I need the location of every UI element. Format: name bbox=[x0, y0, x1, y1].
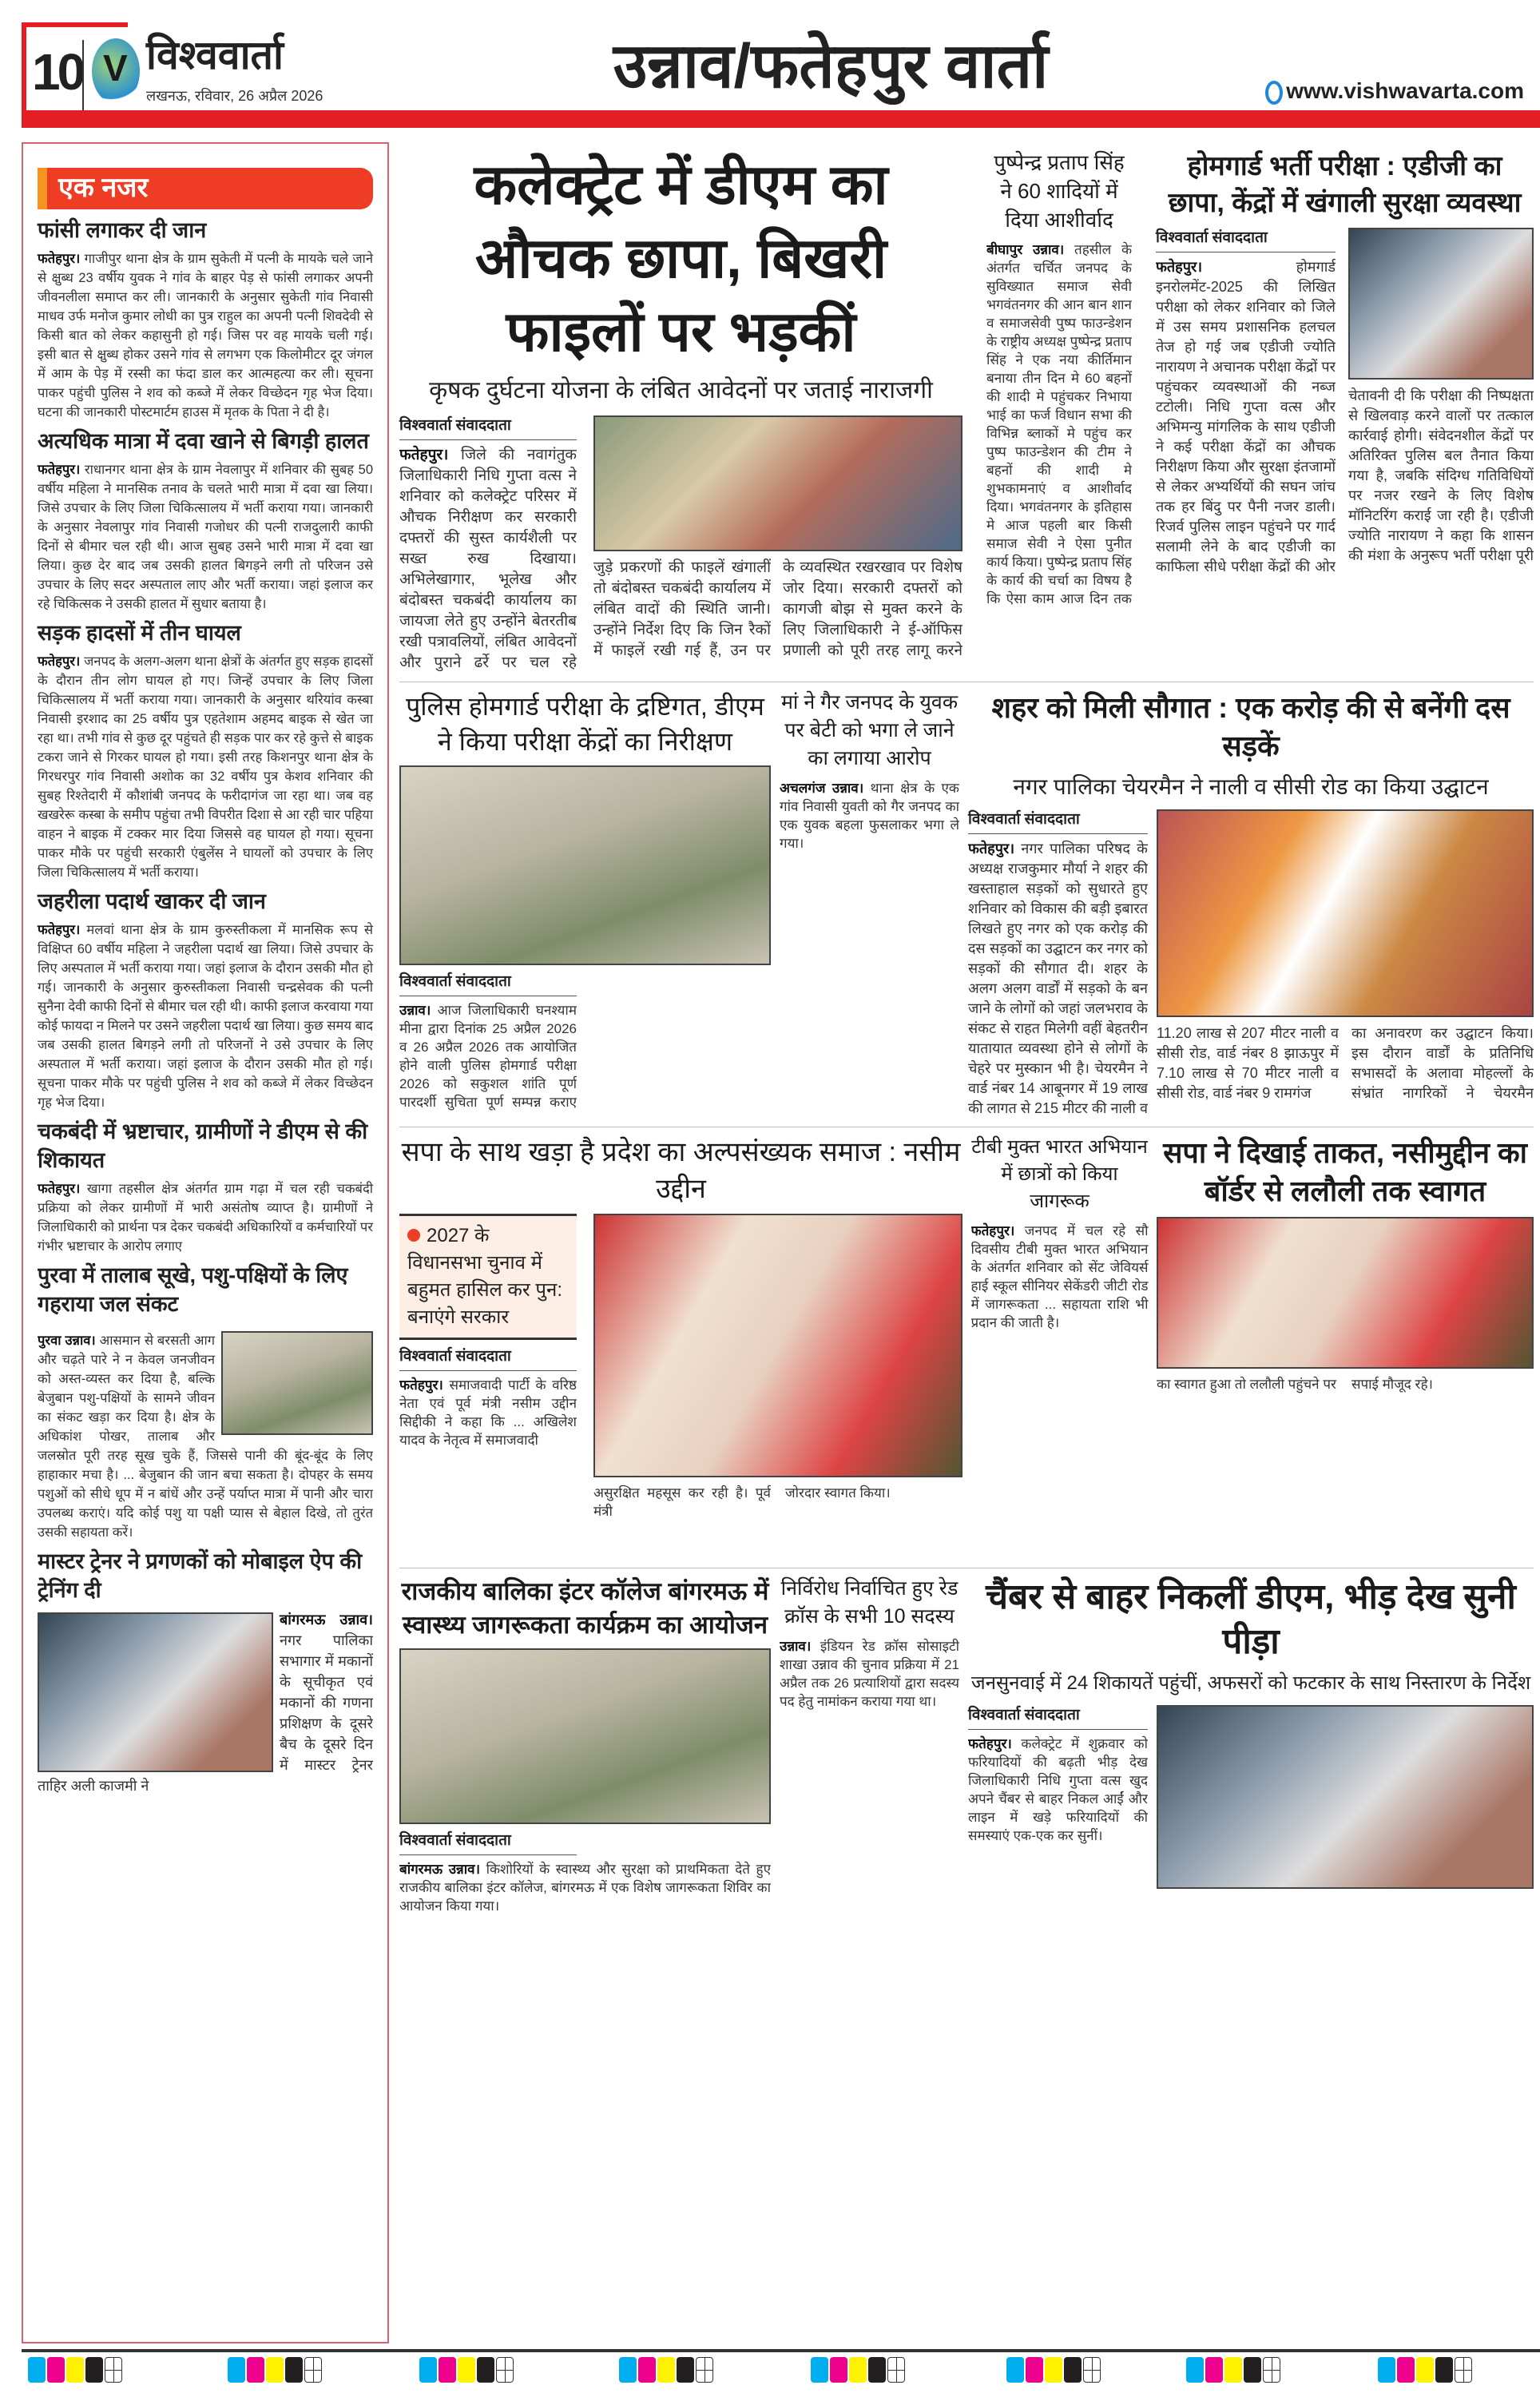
color-swatch bbox=[1064, 2357, 1082, 2383]
crosshair-icon bbox=[1455, 2357, 1472, 2383]
crosshair-icon bbox=[105, 2357, 122, 2383]
main-subheadline: कृषक दुर्घटना योजना के लंबित आवेदनों पर जताई नाराजगी bbox=[429, 377, 933, 403]
color-swatch bbox=[868, 2357, 886, 2383]
ek-najar-label: एक नजर bbox=[38, 168, 373, 209]
color-swatch bbox=[1397, 2357, 1415, 2383]
color-swatch bbox=[619, 2357, 637, 2383]
sp-felicitation-photo bbox=[593, 1214, 963, 1477]
highlight-box: 2027 के विधानसभा चुनाव में बहुमत हासिल कर पुन: बनाएंगे सरकार bbox=[399, 1214, 577, 1340]
color-swatch bbox=[1006, 2357, 1024, 2383]
registration-mark bbox=[811, 2357, 905, 2383]
byline: विश्ववार्ता संवाददाता bbox=[1156, 228, 1336, 252]
section-title: उन्नाव/फतेहपुर वार्ता bbox=[613, 30, 1049, 101]
mother-story bbox=[780, 689, 959, 1099]
color-swatch bbox=[266, 2357, 284, 2383]
color-swatch bbox=[1224, 2357, 1242, 2383]
news-row bbox=[399, 148, 1534, 682]
road-col1 bbox=[968, 809, 1148, 1119]
sp-minority-headline: सपा के साथ खड़ा है प्रदेश का अल्पसंख्यक समाज : नसीम उद्दीन bbox=[401, 1137, 961, 1205]
brief-body: फतेहपुर। राधानगर थाना क्षेत्र के ग्राम नेवलापुर में शनिवार की सुबह 50 वर्षीय महिला ने मानसिक तनाव के चलते भारी मात्रा में दवा खा लिया। जिसे उपचार के लिए जिला चिकित्सालय में भर्ती कराया गया। जानकारी के अनुसार नेवलापुर गांव निवासी गजोधर की पत्नी राजदुलारी काफी दिनों से बीमार चल रही थी। आज सुबह उसने भारी मात्रा में दवा खा लिया। कुछ देर बाद जब उसकी हालत बिगड़ने लगी तो परिजन उसे उपचार के लिए सदर अस्पताल लाए और भर्ती कराया। जहां इलाज कर रहे चिकित्सक ने उसकी हालत में सुधार बताया है। bbox=[38, 463, 373, 611]
registration-mark bbox=[28, 2357, 122, 2383]
registration-mark bbox=[1186, 2357, 1280, 2383]
story-body: फतेहपुर। जनपद में चल रहे सौ दिवसीय टीबी मुक्त भारत अभियान के अंतर्गत शनिवार को सेंट जेवियर्स हाई स्कूल सीनियर सेकेंडरी जीटी रोड में जागरूकता ... सहायता राशि भी प्रदान की जाती है। bbox=[970, 1223, 1149, 1331]
news-row bbox=[399, 682, 1534, 1128]
main-story bbox=[399, 148, 963, 674]
dateline: लखनऊ, रविवार, 26 अप्रैल 2026 bbox=[146, 88, 323, 104]
color-swatch bbox=[830, 2357, 847, 2383]
story-body: फतेहपुर। होमगार्ड इनरोलमेंट-2025 की लिखित परीक्षा को लेकर शनिवार को जिले में उस समय प्रशासनिक हलचल तेज हो गई जब एडीजी ज्योति नारायण ने अचानक परीक्षा केंद्रों पर पहुंचकर व्यवस्थाओं की नब्ज टटोली। निधि गुप्ता वत्स और अभिमन्यु मांगलिक के साथ एडीजी ने कई परीक्षा केंद्रों का औचक निरीक्षण किया और सुरक्षा इंतजामों से लेकर अभ्यर्थियों की सघन जांच तक हर बिंदु पर पैनी नजर डाली। रिजर्व पुलिस लाइन पहुंचने पर गार्द सलामी लेने के बाद एडीजी का काफिला सीधे परीक्षा केंद्रों की ओर bbox=[1156, 259, 1336, 574]
road-inauguration-photo bbox=[1157, 809, 1534, 1017]
story-body: का अनावरण कर उद्घाटन किया। इस दौरान वार्डों के प्रतिनिधि सभासदों के अलावा मोहल्लों के संभ्रांत नागरिकों ने चेयरमैन bbox=[1351, 1025, 1534, 1102]
police-headline: पुलिस होमगार्ड परीक्षा के द्रष्टिगत, डीएम ने किया परीक्षा केंद्रों का निरीक्षण bbox=[406, 691, 764, 756]
brief-headline: मास्टर ट्रेनर ने प्रगणकों को मोबाइल ऐप की ट्रेनिंग दी bbox=[38, 1549, 363, 1602]
newspaper-name: विश्ववार्ता bbox=[146, 33, 284, 78]
brief-headline: पुरवा में तालाब सूखे, पशु-पक्षियों के लिए गहराया जल संकट bbox=[38, 1263, 348, 1316]
sp-welcome-headline: सपा ने दिखाई ताकत, नसीमुद्दीन का बॉर्डर से ललौली तक स्वागत bbox=[1163, 1136, 1527, 1208]
registration-mark bbox=[1378, 2357, 1472, 2383]
brief-story bbox=[38, 216, 373, 422]
color-swatch bbox=[1244, 2357, 1261, 2383]
story-body: फतेहपुर। समाजवादी पार्टी के वरिष्ठ नेता एवं पूर्व मंत्री नसीम उद्दीन सिद्दीकी ने कहा कि ... अखिलेश यादव के नेतृत्व में समाजवादी bbox=[399, 1377, 577, 1449]
sp-minority-story bbox=[399, 1134, 963, 1560]
story-body: फतेहपुर। कलेक्ट्रेट में शुक्रवार को फरियादियों की बढ़ती भीड़ देख जिलाधिकारी निधि गुप्ता वत्स खुद अपने चैंबर से बाहर निकल आईं और लाइन में खड़े फरियादियों की समस्याएं एक-एक कर सुनीं। bbox=[968, 1735, 1148, 1843]
homeguard-story bbox=[1156, 148, 1534, 577]
welcome-rally-photo bbox=[1157, 1217, 1534, 1369]
story-body: असुरक्षित महसूस कर रही है। पूर्व मंत्री bbox=[593, 1485, 771, 1520]
registration-mark bbox=[228, 2357, 322, 2383]
chamber-subheadline: जनसुनवाई में 24 शिकायतें पहुंचीं, अफसरों को फटकार के साथ निस्तारण के निर्देश bbox=[970, 1672, 1531, 1695]
story-body: चेतावनी दी कि परीक्षा की निष्पक्षता से खिलवाड़ करने वालों पर तत्काल कार्रवाई होगी। संवेदनशील केंद्रों पर अतिरिक्त पुलिस बल तैनात किया गया है, जबकि संदिग्ध गतिविधियों पर नजर रखने के लिए विशेष मॉनिटरिंग कराई जा रही है। एडीजी ज्योति नारायण ने कहा कि शासन की मंशा के अनुरूप भर्ती परीक्षा पूरी bbox=[1348, 388, 1534, 563]
bullet-icon bbox=[407, 1229, 420, 1242]
byline: विश्ववार्ता संवाददाता bbox=[399, 1831, 577, 1855]
dry-pond-photo bbox=[221, 1331, 373, 1435]
crosshair-icon bbox=[496, 2357, 514, 2383]
color-swatch bbox=[228, 2357, 245, 2383]
story-headline: निर्विरोध निर्वाचित हुए रेड क्रॉस के सभी 10 सदस्य bbox=[780, 1577, 959, 1628]
byline: विश्ववार्ता संवाददाता bbox=[399, 415, 577, 440]
color-swatch bbox=[1045, 2357, 1062, 2383]
color-swatch bbox=[677, 2357, 694, 2383]
masthead-red-bar bbox=[22, 110, 1540, 128]
brief-headline: चकबंदी में भ्रष्टाचार, ग्रामीणों ने डीएम से की शिकायत bbox=[38, 1119, 368, 1172]
road-headline: शहर को मिली सौगात : एक करोड़ की से बनेंगी दस सड़कें bbox=[991, 690, 1510, 762]
brief-body: बांगरमऊ उन्नाव। नगर पालिका सभागार में मकानों के सूचीकृत एवं मकानों की गणना प्रशिक्षण के दूसरे बैच के दूसरे दिन में मास्टर ट्रेनर ताहिर अली काजमी ने bbox=[38, 1612, 373, 1794]
footer-rule bbox=[22, 2349, 1540, 2352]
color-swatch bbox=[1026, 2357, 1043, 2383]
story-body: उन्नाव। इंडियन रेड क्रॉस सोसाइटी शाखा उन्नाव की चुनाव प्रक्रिया में 21 अप्रैल तक 26 प्रत्याशियों द्वारा सदस्य पद हेतु नामांकन कराया गया था। bbox=[780, 1639, 959, 1710]
gic-story bbox=[399, 1575, 771, 1952]
color-swatch bbox=[85, 2357, 103, 2383]
training-photo bbox=[38, 1612, 273, 1772]
news-row bbox=[399, 1127, 1534, 1568]
brief-story bbox=[38, 427, 373, 614]
globe-logo-icon: V bbox=[92, 38, 140, 104]
color-swatch bbox=[458, 2357, 475, 2383]
story-headline: मां ने गैर जनपद के युवक पर बेटी को भगा ले जाने का लगाया आरोप bbox=[780, 690, 959, 769]
color-swatch bbox=[1416, 2357, 1434, 2383]
homeguard-headline: होमगार्ड भर्ती परीक्षा : एडीजी का छापा, केंद्रों में खंगाली सुरक्षा व्यवस्था bbox=[1168, 151, 1522, 218]
story-body: 11.20 लाख से 207 मीटर नाली व सीसी रोड, वार्ड नंबर 8 झाऊपुर में 7.10 लाख से 70 मीटर नाली व सीसी रोड, वार्ड नंबर 9 रामगंज bbox=[1157, 1025, 1339, 1102]
divider bbox=[82, 40, 84, 110]
brief-body: फतेहपुर। मलवां थाना क्षेत्र के ग्राम कुरुस्तीकला में मानसिक रूप से विक्षिप्त 60 वर्षीय महिला ने जहरीला पदार्थ खा लिया। जिसे उपचार के लिए अस्पताल में भर्ती कराया गया। जहां इलाज के दौरान उसकी मौत हो गई। जानकारी के अनुसार कुरुस्तीकला निवासी चन्द्रसेवक की पत्नी सुनैना देवी काफी दिनों से बीमार चल रही थी। काफी इलाज करवाया गया कोई फायदा न मिलने पर उसने जहरीला पदार्थ खा लिया। कुछ समय बाद जब उसकी हालत बिगड़ने लगी तो परिजनों ने उसे उपचार के लिए अस्पताल में भर्ती कराया। जहां इलाज के दौरान उसकी मौत हो गई। सूचना पाकर मौके पर पहुंची पुलिस ने शव को कब्जे में लेकर विच्छेदन गृह भेज दिया। bbox=[38, 923, 373, 1110]
crosshair-icon bbox=[304, 2357, 322, 2383]
color-swatch bbox=[1378, 2357, 1395, 2383]
brief-story bbox=[38, 887, 373, 1112]
story-body: का स्वागत हुआ तो ललौली पहुंचने पर bbox=[1157, 1377, 1336, 1393]
story-body: बीघापुर उन्नाव। तहसील के अंतर्गत चर्चित जनपद के सुविख्यात समाज सेवी भगवंतनगर की आन बान शान व समाजसेवी पुष्प फाउन्डेशन के राष्ट्रीय अध्यक्ष पुष्पेन्द्र प्रताप सिंह ने एक नया कीर्तिमान बनाया तीन दिन मे 60 बहनों की शादी मे पहुंचकर निभाया भाई का फर्ज विधान सभा की विभिन्न ब्लाकों मे पहुंच कर पुष्प फाउन्डेशन की टीम ने बहनों की शादी मे शुभकामनाएं व आशीर्वाद दिया। भगवंतनगर के इतिहास मे आज पहली बार किसी समाज सेवी ने ऐसा पुनीत कार्य किया। पुष्पेन्द्र प्रताप सिंह के कार्य की चर्चा का विषय है कि ऐसा काम आज दिन तक bbox=[986, 242, 1132, 606]
chamber-col1 bbox=[968, 1705, 1148, 1918]
road-story bbox=[968, 689, 1534, 1119]
website-link[interactable] bbox=[1265, 77, 1524, 105]
color-swatch bbox=[1186, 2357, 1204, 2383]
gic-headline: राजकीय बालिका इंटर कॉलेज बांगरमऊ में स्वास्थ्य जागरूकता कार्यक्रम का आयोजन bbox=[401, 1577, 769, 1640]
brief-headline: सड़क हादसों में तीन घायल bbox=[38, 621, 241, 645]
police-story bbox=[399, 689, 771, 1111]
chamber-headline: चैंबर से बाहर निकलीं डीएम, भीड़ देख सुनी पीड़ा bbox=[986, 1577, 1516, 1662]
crosshair-icon bbox=[887, 2357, 905, 2383]
exam-center-photo bbox=[399, 765, 771, 965]
crosshair-icon bbox=[1083, 2357, 1101, 2383]
main-headline: कलेक्ट्रेट में डीएम का औचक छापा, बिखरी फाइलों पर भड़कीं bbox=[474, 153, 888, 363]
color-swatch bbox=[419, 2357, 437, 2383]
dm-inspection-photo bbox=[593, 415, 963, 551]
crosshair-icon bbox=[696, 2357, 713, 2383]
story-body: फतेहपुर। जिले की नवागंतुक जिलाधिकारी निधि गुप्ता वत्स ने शनिवार को कलेक्ट्रेट परिसर में औचक निरीक्षण कर सरकारी दफ्तरों की सुस्त कार्यशैली पर सख्त रुख दिखाया। अभिलेखागार, भूलेख और बंदोबस्त चकबंदी कार्यालय का जायजा लेते हुए उन्होंने बेतरतीब रखी पत्रावलियों, लंबित आवेदनों और पुराने ढर्रे पर चल रहे bbox=[399, 446, 577, 671]
color-swatch bbox=[28, 2357, 46, 2383]
story-body: सपाई मौजूद रहे। bbox=[1351, 1377, 1433, 1393]
browser-e-icon bbox=[1265, 81, 1283, 105]
crosshair-icon bbox=[1263, 2357, 1280, 2383]
registration-mark bbox=[1006, 2357, 1101, 2383]
byline: विश्ववार्ता संवाददाता bbox=[968, 809, 1148, 834]
sp-welcome-story bbox=[1157, 1134, 1534, 1393]
color-swatch bbox=[285, 2357, 303, 2383]
color-swatch bbox=[1205, 2357, 1223, 2383]
public-hearing-photo bbox=[1157, 1705, 1534, 1889]
color-swatch bbox=[811, 2357, 828, 2383]
health-camp-photo bbox=[399, 1648, 771, 1824]
story-body: जुड़े प्रकरणों की फाइलें खंगालीं तो बंदोबस्त चकबंदी कार्यालय में लंबित वादों की स्थिति जानी। उन्होंने निर्देश दिए कि जिन रैकों में फाइलें रखी गई हैं, उन पर bbox=[593, 559, 771, 659]
byline: विश्ववार्ता संवाददाता bbox=[968, 1705, 1148, 1730]
brief-story bbox=[38, 1542, 373, 1796]
chamber-story bbox=[968, 1575, 1534, 1918]
story-body: बांगरमऊ उन्नाव। किशोरियों के स्वास्थ्य और सुरक्षा को प्राथमिकता देते हुए राजकीय बालिका इंटर कॉलेज, बांगरमऊ में एक विशेष जागरूकता शिविर का आयोजन किया गया। bbox=[399, 1862, 771, 1914]
brief-story bbox=[38, 1117, 373, 1256]
brief-story bbox=[38, 1256, 373, 1542]
story-body: उन्नाव। आज जिलाधिकारी घनश्याम मीना द्वारा दिनांक 25 अप्रैल 2026 व 26 अप्रैल 2026 तक आयोजित होने वाली पुलिस होमगार्ड परीक्षा 2026 को सकुशल शांति पूर्ण पारदर्शी सुचिता पूर्ण सम्पन्न कराए bbox=[399, 1002, 577, 1110]
news-row bbox=[399, 1568, 1534, 1960]
pushpendra-story bbox=[986, 148, 1132, 608]
byline: विश्ववार्ता संवाददाता bbox=[399, 972, 577, 996]
registration-mark bbox=[619, 2357, 713, 2383]
color-swatch bbox=[657, 2357, 675, 2383]
story-headline: पुष्पेन्द्र प्रताप सिंह ने 60 शादियों में दिया आशीर्वाद bbox=[994, 150, 1125, 232]
brief-body: पुरवा उन्नाव। आसमान से बरसती आग और चढ़ते पारे ने न केवल जनजीवन को अस्त-व्यस्त कर दिया है, बल्कि बेजुबान पशु-पक्षियों के सामने जीवन का संकट खड़ा कर दिया है। क्षेत्र के अधिकांश पोखर, तालाब और जलस्रोत पूरी तरह सूख चुके हैं, जिससे पानी की बूंद-बूंद के लिए हाहाकार मचा है। ... बेजुबान की जान बचा सकता है। दोपहर के समय पशुओं को सीधे धूप में न बांधें और उन्हें पर्याप्त मात्रा में पानी और चारा उपलब्ध कराएं। यदि कोई पशु या पक्षी प्यास से बेहाल दिखे, तो तुरंत उसकी सहायता करें। bbox=[38, 1334, 373, 1540]
page-number: 10 bbox=[32, 43, 83, 101]
news-grid bbox=[399, 148, 1534, 1960]
story-body: अचलगंज उन्नाव। थाना क्षेत्र के एक गांव निवासी युवती को गैर जनपद का एक युवक बहला फुसलाकर भगा ले गया। bbox=[780, 780, 959, 851]
brief-body: फतेहपुर। जनपद के अलग-अलग थाना क्षेत्रों के अंतर्गत हुए सड़क हादसों के दौरान तीन लोग घायल हो गए। जिन्हें उपचार के लिए जिला चिकित्सालय में भर्ती कराया गया। जानकारी के अनुसार थरियांव कस्बा निवासी इरशाद का 25 वर्षीय पुत्र एहतेशाम अहमद बाइक से खेत जा रहा था। तभी गांव से कुछ दूर पहुंचते ही सड़क पार कर रहे कुत्ते से बाइक टकरा जाने से गिरकर घायल हो गया। इसी तरह किशनपुर थाना क्षेत्र के गिरधरपुर गांव निवासी अशोक का 32 वर्षीय पुत्र केशव शनिवार की सुबह रिश्तेदारी में कौशांबी जनपद के फरीदागंज जा रहा था। जब वह खखरेरू कस्बा के समीप पहुंचा तभी विपरीत दिशा से आ रही चार पहिया वाहन ने बाइक में टक्कर मार दिया जिससे वह घायल हो गया। सूचना पाकर मौके पर पहुंची सरकारी एंबुलेंस ने घायलों को उपचार के लिए जिला चिकित्सालय में भर्ती कराया। bbox=[38, 654, 373, 880]
brief-story bbox=[38, 618, 373, 882]
color-swatch bbox=[439, 2357, 456, 2383]
color-swatch bbox=[1435, 2357, 1453, 2383]
color-swatch bbox=[66, 2357, 84, 2383]
color-swatch bbox=[247, 2357, 264, 2383]
road-subheadline: नगर पालिका चेयरमैन ने नाली व सीसी रोड का किया उद्घाटन bbox=[1013, 773, 1489, 799]
main-story-col1 bbox=[399, 415, 577, 674]
redcross-story bbox=[780, 1575, 959, 1931]
sp-minority-col1 bbox=[399, 1214, 577, 1560]
color-swatch bbox=[47, 2357, 65, 2383]
color-swatch bbox=[638, 2357, 656, 2383]
story-body: फतेहपुर। नगर पालिका परिषद के अध्यक्ष राजकुमार मौर्या ने शहर की खस्ताहाल सड़कों को सुधारते हुए शनिवार को विकास की बड़ी इबारत लिखते हुए नगर को एक करोड़ की दस सड़कों का उद्घाटन कर नगर को सड़कों की सौगात दी। शहर के अलग अलग वार्डों में सड़को के बन जाने के लोगों को जहां जलभराव के संकट से राहत मिलेगी वहीं बेहतरीन यातायात व्यवस्था होने से लोगों के चेहरे पर मुस्कान भी है। चेयरमैन ने वार्ड नंबर 14 आबूनगर में 19 लाख की लागत से 215 मीटर की नाली व bbox=[968, 841, 1148, 1117]
color-swatch bbox=[477, 2357, 494, 2383]
brief-headline: अत्यधिक मात्रा में दवा खाने से बिगड़ी हालत bbox=[38, 429, 369, 453]
registration-mark bbox=[419, 2357, 514, 2383]
tb-story bbox=[971, 1134, 1149, 1541]
brief-headline: फांसी लगाकर दी जान bbox=[38, 218, 207, 242]
homeguard-col1 bbox=[1156, 228, 1336, 577]
ek-najar-column bbox=[22, 142, 389, 2343]
story-body: के व्यवस्थित रखरखाव पर विशेष जोर दिया। सरकारी दफ्तरों को कागजी बोझ से मुक्त करने के लिए जिलाधिकारी ने ई-ऑफिस प्रणाली को पूरी तरह लागू करने bbox=[783, 559, 963, 659]
brief-body: फतेहपुर। खागा तहसील क्षेत्र अंतर्गत ग्राम गढ़ा में चल रही चकबंदी प्रक्रिया को लेकर ग्रामीणों में भारी असंतोष व्याप्त है। ग्रामीणों ने जिलाधिकारी को प्रार्थना पत्र देकर चकबंदी अधिकारियों व कर्मचारियों पर गंभीर भ्रष्टाचार के आरोप लगाए bbox=[38, 1182, 373, 1254]
story-headline: टीबी मुक्त भारत अभियान में छात्रों को किया जागरूक bbox=[971, 1136, 1148, 1213]
website-url: www.vishwavarta.com bbox=[1286, 78, 1524, 103]
color-swatch bbox=[849, 2357, 867, 2383]
brief-headline: जहरीला पदार्थ खाकर दी जान bbox=[38, 889, 266, 913]
adg-inspection-photo bbox=[1348, 228, 1534, 380]
story-body: जोरदार स्वागत किया। bbox=[785, 1485, 891, 1501]
byline: विश्ववार्ता संवाददाता bbox=[399, 1346, 577, 1371]
brief-body: फतेहपुर। गाजीपुर थाना क्षेत्र के ग्राम सुकेती में पत्नी के मायके चले जाने से क्षुब्ध 23 वर्षीय युवक ने गांव के बाहर पेड़ से फांसी लगाकर अपनी जीवनलीला समाप्त कर ली। जानकारी के अनुसार सुकेती गांव निवासी माधव उर्फ मनोज कुमार लोधी का पुत्र राहुल का अपनी पत्नी शिवदेवी से किसी बात को लेकर कहासुनी हो गई। जिस पर वह मायके चली गई। इसी बात से क्षुब्ध होकर उसने गांव से लगभग एक किलोमीटर दूर जंगल में आम के पेड़ में रस्सी का फंदा डाल कर आत्महत्या कर ली। सूचना पाकर पहुंची पुलिस ने शव को कब्जे में लेकर विच्छेदन गृह भेज दिया। घटना की जानकारी पोस्टमार्टम हाउस में मृतक के पिता ने दी है। bbox=[38, 252, 373, 419]
